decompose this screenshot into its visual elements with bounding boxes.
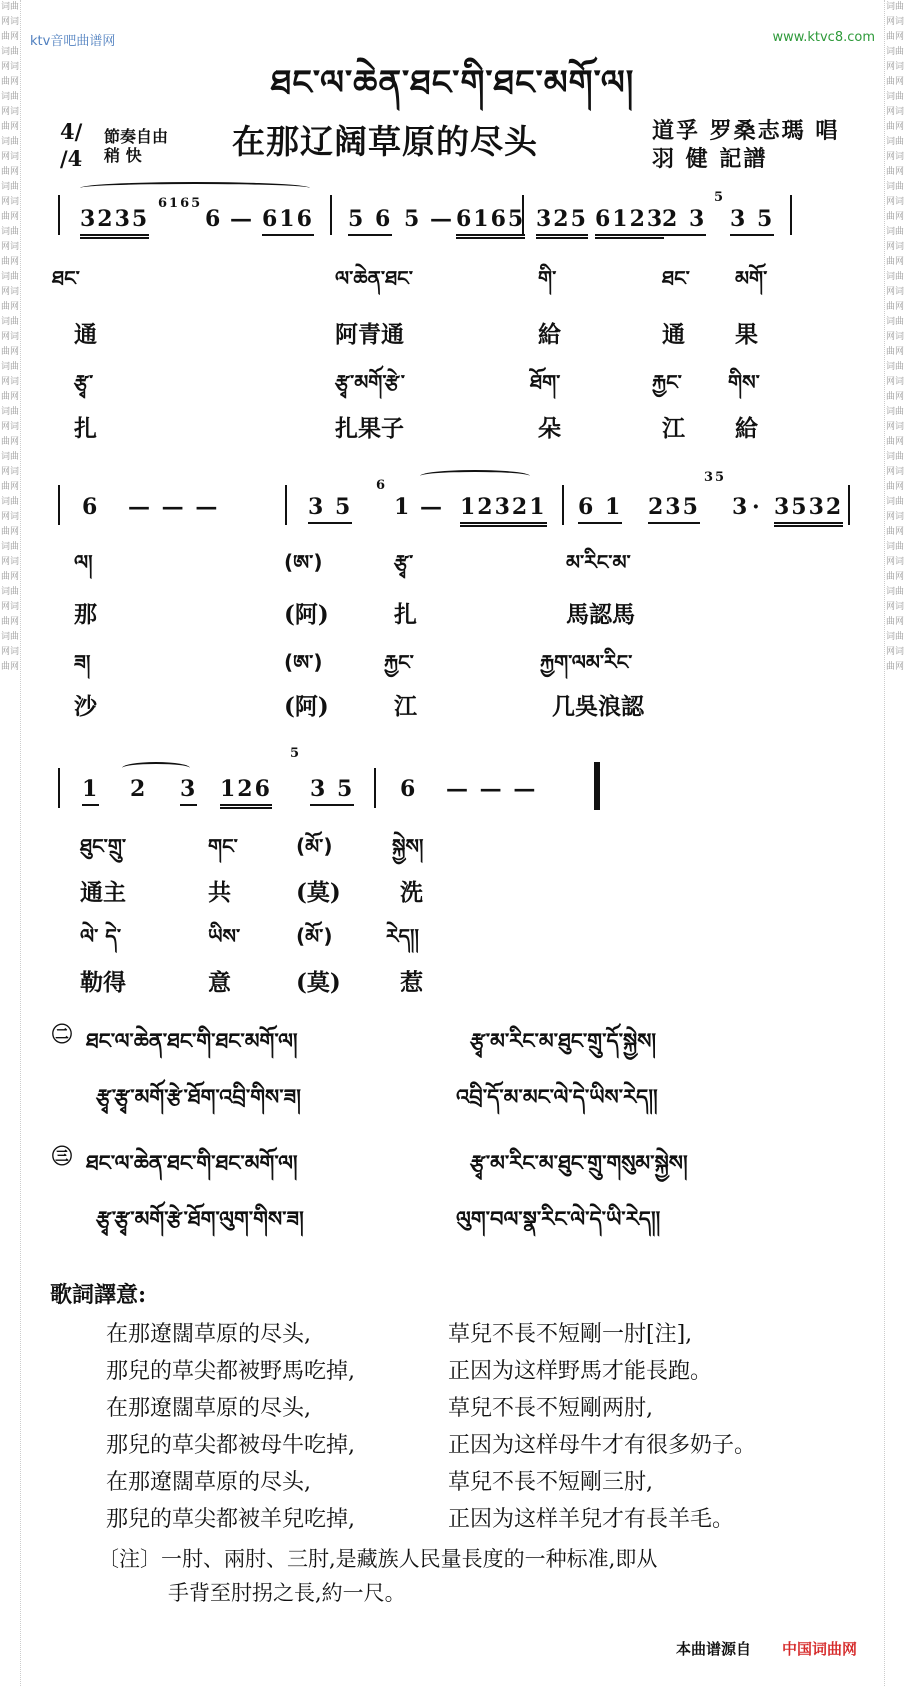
note: 6 [205,206,223,232]
side-watermark-strip-left: 词曲网词曲网词曲网词曲网词曲网词曲网词曲网词曲网词曲网词曲网词曲网词曲网词曲网词曲网词曲网词曲网词曲网词曲网词曲网词曲网词曲网词曲网词曲网词曲网词曲网词曲网词曲网词曲网词曲网词曲网 [0,0,21,1686]
lyric-tibetan: རྐྱག་ལམ་རིང་ [540,650,633,674]
lyric-chinese: 扎 [394,601,417,628]
lyric-chinese: 那 [74,601,97,628]
final-barline [594,762,600,810]
grace-note: 5 [714,190,726,205]
grace-notes: 6165 [158,196,203,211]
note-group: 325 [536,206,588,239]
lyric-chinese: 扎 [74,415,97,442]
dash: — — — [446,776,538,802]
translation-line: 草兒不長不短剛三肘, [448,1470,653,1495]
note-group: 616 [262,206,314,236]
lyric-tibetan: མགོ་ [735,266,768,290]
lyric-tibetan: རྐྱང་ [384,650,414,674]
barline [374,768,376,808]
slur-mark [420,470,530,482]
lyric-tibetan: ལེ་ དེ་ [80,924,122,948]
watermark-site-left[interactable]: ktv音吧曲谱网 [30,34,116,49]
lyric-tibetan: སྐྱེས། [392,834,424,858]
note: 5 [404,206,422,232]
translation-line: 在那遼闊草原的尽头, [106,1470,311,1495]
translation-line: 在那遼闊草原的尽头, [106,1322,311,1347]
lyric-chinese: 朵 [538,415,561,442]
tempo-line-1: 節奏自由 [104,127,169,146]
footnote [98,1542,657,1610]
tibetan-title: ཐང་ལ་ཆེན་ཐང་གི་ཐང་མགོ་ལ། [270,63,635,103]
note: 3 [732,494,750,520]
verse-line: ཐང་ལ་ཆེན་ཐང་གི་ཐང་མགོ་ལ། [86,1151,298,1175]
note-group: 6123 [595,206,664,239]
lyric-tibetan: ཐུང་གྲུ་ [80,834,127,858]
verse-line: རྩྭ་རྩྭ་མགོ་རྩེ་ཐོག་འབྲི་གིས་ཟ། [96,1085,301,1109]
barline [58,195,60,235]
lyric-tibetan: རྩྭ་མགོ་རྩེ་ [335,370,405,394]
lyric-chinese: 給 [735,415,758,442]
note: 1 [82,776,99,806]
lyric-tibetan: ཡིས་ [208,924,241,948]
lyric-chinese: (阿) [284,601,329,628]
verse-line: རྩྭ་མ་རིང་མ་ཐུང་གྲུ་གསུམ་སྐྱེས། [470,1151,688,1175]
barline [562,485,564,525]
tempo-marking [104,127,168,165]
lyric-chinese: 通 [74,321,97,348]
note-group: 126 [220,776,272,809]
verse-line: རྩྭ་མ་རིང་མ་ཐུང་གྲུ་དོ་སྐྱེས། [470,1029,657,1053]
translation-line: 草兒不長不短剛两肘, [448,1396,653,1421]
credit-transcriber: 羽 健 記譜 [652,146,768,172]
time-signature-bottom: /4 [60,146,83,171]
lyric-chinese: 果 [735,321,758,348]
lyric-chinese: (莫) [296,969,341,996]
translation-line: 草兒不長不短剛一肘[注], [448,1322,693,1347]
lyric-tibetan: རྐྱང་ [652,370,682,394]
watermark-site-right[interactable]: www.ktvc8.com [772,30,875,45]
translation-right-column [448,1316,756,1538]
note: 1 [394,494,412,520]
lyric-chinese: (莫) [296,879,341,906]
barline [848,485,850,525]
lyric-tibetan: རེད།། [386,924,419,948]
note-group: 3532 [774,494,843,527]
lyric-tibetan: ཟ། [74,650,91,674]
page-title: 在那辽阔草原的尽头 [232,122,538,161]
lyric-tibetan: རྩྭ་ [394,550,414,574]
verse-number-3: ㊂ [52,1144,72,1168]
lyric-chinese: 几吳浪認 [552,693,644,720]
barline [58,485,60,525]
lyric-chinese: 馬認馬 [566,601,635,628]
slur-mark [80,182,310,194]
verse-line: རྩྭ་རྩྭ་མགོ་རྩེ་ཐོག་ལུག་གིས་ཟ། [96,1207,304,1231]
dash: — — — [128,494,220,520]
translation-line: 那兒的草尖都被母牛吃掉, [106,1433,355,1458]
note-group: 5 6 [348,206,392,236]
translation-heading: 歌詞譯意: [50,1282,147,1308]
lyric-tibetan: མ་རིང་མ་ [566,550,631,574]
note: 6 [400,776,418,802]
dot: · [752,494,762,520]
slur-mark [122,762,190,774]
note-group: 3235 [80,206,149,239]
lyric-chinese: 阿青通 [335,321,404,348]
lyric-chinese: (阿) [284,693,329,720]
note-group: 6165 [456,206,525,239]
footnote-line-2: 手背至肘拐之長,約一尺。 [168,1581,406,1605]
lyric-chinese: 惹 [400,969,423,996]
verse-number-2: ㊁ [52,1022,72,1046]
credit-singer: 道孚 罗桑志瑪 唱 [652,118,840,144]
lyric-tibetan: གི་ [538,266,557,290]
lyric-chinese: 沙 [74,693,97,720]
lyric-chinese: 扎果子 [335,415,404,442]
verse-line: ལུག་བལ་སྣ་རིང་ལེ་དེ་ཡི་རེད།། [456,1207,661,1231]
barline [58,768,60,808]
side-watermark-strip-right: 词曲网词曲网词曲网词曲网词曲网词曲网词曲网词曲网词曲网词曲网词曲网词曲网词曲网词曲网词曲网词曲网词曲网词曲网词曲网词曲网词曲网词曲网词曲网词曲网词曲网词曲网词曲网词曲网词曲网词曲网 [884,0,905,1686]
lyric-tibetan: ལ། [74,550,93,574]
note: 2 [130,776,148,802]
translation-line: 正因为这样母牛才有很多奶子。 [448,1433,757,1458]
barline [285,485,287,525]
barline [790,195,792,235]
grace-note: 35 [704,470,727,485]
lyric-tibetan: (མོ་) [296,834,333,858]
lyric-tibetan: ལ་ཆེན་ཐང་ [335,266,413,290]
footer-site-link[interactable]: 中国词曲网 [782,1640,858,1658]
note: 3 [180,776,197,806]
verse-line: འབྲི་དོ་མ་མང་ལེ་དེ་ཡིས་རེད།། [456,1085,658,1109]
note-group: 2 3 [662,206,706,236]
grace-note: 6 [376,478,388,493]
grace-note: 5 [290,746,302,761]
lyric-chinese: 通 [662,321,685,348]
lyric-chinese: 勒得 [80,969,126,996]
lyric-tibetan: ཐང་ [52,266,80,290]
note-group: 12321 [460,494,547,527]
lyric-chinese: 給 [538,321,561,348]
translation-line: 在那遼闊草原的尽头, [106,1396,311,1421]
lyric-tibetan: (ཨ་) [284,550,323,574]
dash: — [230,206,254,232]
tempo-line-2: 稍 快 [104,146,142,165]
lyric-chinese: 意 [208,969,231,996]
note-group: 6 1 [578,494,622,524]
lyric-chinese: 通主 [80,879,126,906]
lyric-tibetan: ཐོག་ [530,370,561,394]
lyric-chinese: 共 [208,879,231,906]
lyric-tibetan: (མོ་) [296,924,333,948]
translation-line: 正因为这样野馬才能長跑。 [448,1359,713,1384]
lyric-tibetan: ཐང་ [662,266,690,290]
time-signature [60,118,82,172]
note-group: 3 5 [308,494,352,524]
translation-line: 正因为这样羊兒才有長羊毛。 [448,1507,735,1532]
time-signature-top: 4/ [60,119,83,144]
footnote-line-1: 〔注〕一肘、兩肘、三肘,是藏族人民量長度的一种标准,即从 [98,1547,658,1571]
lyric-tibetan: གང་ [208,834,238,858]
lyric-chinese: 洗 [400,879,423,906]
lyric-chinese: 江 [662,415,685,442]
dash: — [420,494,444,520]
note-group: 235 [648,494,700,524]
lyric-tibetan: རྩྭ་ [74,370,94,394]
translation-left-column [106,1316,355,1538]
verse-line: ཐང་ལ་ཆེན་ཐང་གི་ཐང་མགོ་ལ། [86,1029,298,1053]
lyric-tibetan: གིས་ [728,370,760,394]
lyric-tibetan: (ཨ་) [284,650,323,674]
translation-line: 那兒的草尖都被羊兒吃掉, [106,1507,355,1532]
translation-line: 那兒的草尖都被野馬吃掉, [106,1359,355,1384]
dash: — [430,206,454,232]
footer-source-label: 本曲谱源自 [676,1640,752,1658]
note-group: 3 5 [310,776,354,806]
note-group: 3 5 [730,206,774,236]
note: 6 [82,494,100,520]
barline [330,195,332,235]
lyric-chinese: 江 [394,693,417,720]
